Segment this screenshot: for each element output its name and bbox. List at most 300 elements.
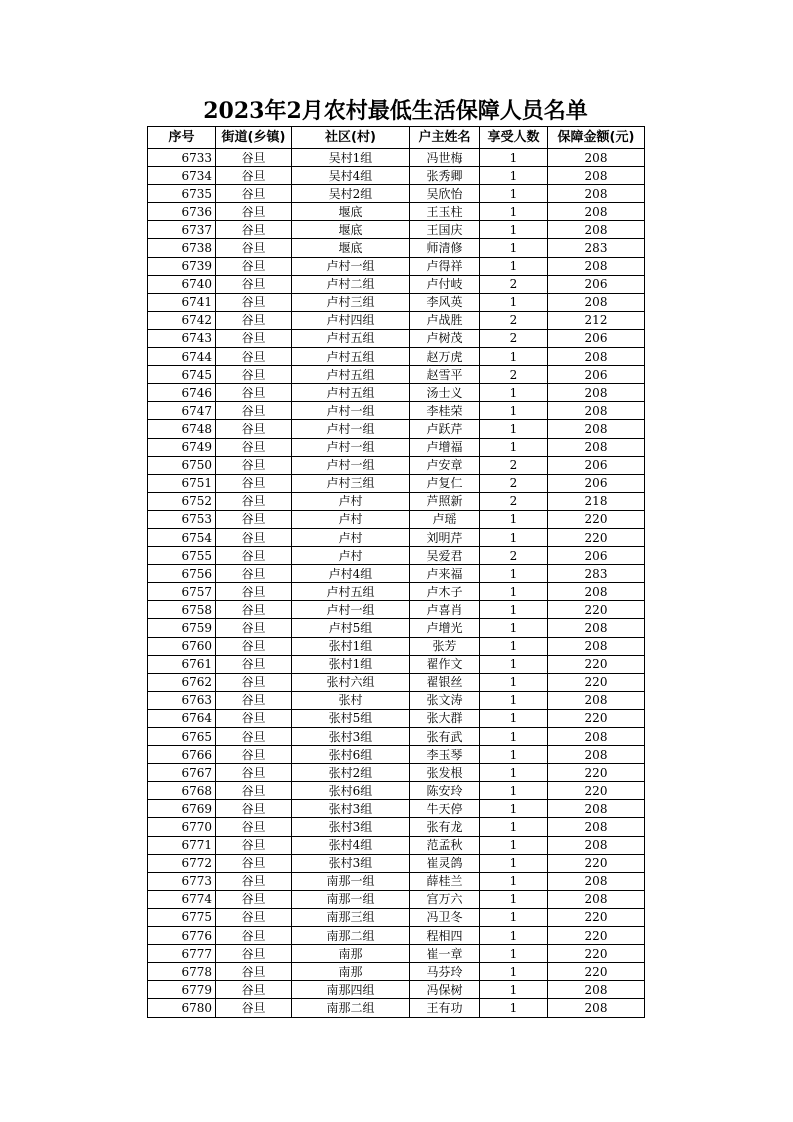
cell-persons: 1 <box>480 583 548 601</box>
page-title: 2023年2月农村最低生活保障人员名单 <box>203 98 588 124</box>
cell-persons: 1 <box>480 728 548 746</box>
cell-amount: 220 <box>548 655 645 673</box>
cell-householder: 卢复仁 <box>410 474 480 492</box>
cell-amount: 208 <box>548 619 645 637</box>
cell-community: 南那二组 <box>292 927 410 945</box>
cell-householder: 吴爱君 <box>410 547 480 565</box>
cell-community: 张村六组 <box>292 673 410 691</box>
cell-householder: 冯卫冬 <box>410 908 480 926</box>
table-row <box>148 565 645 583</box>
cell-seq: 6735 <box>148 185 216 203</box>
table-row <box>148 402 645 420</box>
cell-community: 卢村 <box>292 528 410 546</box>
cell-community: 卢村五组 <box>292 329 410 347</box>
table-row <box>148 149 645 167</box>
cell-householder: 冯保树 <box>410 981 480 999</box>
cell-street: 谷旦 <box>216 565 292 583</box>
cell-street: 谷旦 <box>216 474 292 492</box>
cell-seq: 6759 <box>148 619 216 637</box>
cell-street: 谷旦 <box>216 709 292 727</box>
cell-persons: 1 <box>480 655 548 673</box>
header-amount: 保障金额(元) <box>548 127 645 149</box>
cell-householder: 张秀卿 <box>410 167 480 185</box>
table-row <box>148 329 645 347</box>
table-row <box>148 239 645 257</box>
cell-street: 谷旦 <box>216 945 292 963</box>
cell-seq: 6738 <box>148 239 216 257</box>
table-row <box>148 510 645 528</box>
cell-amount: 206 <box>548 456 645 474</box>
header-street: 街道(乡镇) <box>216 127 292 149</box>
table-row <box>148 257 645 275</box>
cell-persons: 1 <box>480 836 548 854</box>
cell-amount: 208 <box>548 185 645 203</box>
cell-seq: 6746 <box>148 384 216 402</box>
cell-street: 谷旦 <box>216 402 292 420</box>
cell-householder: 卢安章 <box>410 456 480 474</box>
cell-street: 谷旦 <box>216 221 292 239</box>
cell-community: 南那二组 <box>292 999 410 1017</box>
cell-community: 吴村1组 <box>292 149 410 167</box>
cell-persons: 2 <box>480 456 548 474</box>
cell-street: 谷旦 <box>216 257 292 275</box>
cell-persons: 1 <box>480 348 548 366</box>
cell-persons: 1 <box>480 565 548 583</box>
header-seq: 序号 <box>148 127 216 149</box>
table-row <box>148 999 645 1017</box>
cell-amount: 220 <box>548 601 645 619</box>
cell-householder: 师清修 <box>410 239 480 257</box>
cell-seq: 6737 <box>148 221 216 239</box>
cell-community: 卢村五组 <box>292 348 410 366</box>
cell-householder: 卢木子 <box>410 583 480 601</box>
cell-persons: 2 <box>480 366 548 384</box>
cell-seq: 6766 <box>148 746 216 764</box>
cell-amount: 220 <box>548 528 645 546</box>
cell-street: 谷旦 <box>216 890 292 908</box>
cell-seq: 6743 <box>148 329 216 347</box>
cell-amount: 208 <box>548 818 645 836</box>
table-row <box>148 311 645 329</box>
cell-householder: 卢增光 <box>410 619 480 637</box>
cell-street: 谷旦 <box>216 366 292 384</box>
cell-street: 谷旦 <box>216 818 292 836</box>
cell-seq: 6742 <box>148 311 216 329</box>
cell-street: 谷旦 <box>216 275 292 293</box>
cell-community: 张村1组 <box>292 637 410 655</box>
table-row <box>148 185 645 203</box>
cell-seq: 6753 <box>148 510 216 528</box>
cell-amount: 208 <box>548 637 645 655</box>
cell-householder: 陈安玲 <box>410 782 480 800</box>
cell-amount: 220 <box>548 963 645 981</box>
cell-amount: 208 <box>548 872 645 890</box>
cell-community: 卢村五组 <box>292 366 410 384</box>
cell-seq: 6773 <box>148 872 216 890</box>
cell-householder: 张文涛 <box>410 691 480 709</box>
table-row <box>148 528 645 546</box>
cell-householder: 卢树茂 <box>410 329 480 347</box>
cell-community: 堰底 <box>292 239 410 257</box>
cell-householder: 芦照新 <box>410 492 480 510</box>
table-row <box>148 637 645 655</box>
cell-seq: 6757 <box>148 583 216 601</box>
cell-persons: 1 <box>480 420 548 438</box>
cell-street: 谷旦 <box>216 492 292 510</box>
cell-amount: 208 <box>548 999 645 1017</box>
cell-seq: 6758 <box>148 601 216 619</box>
table-row <box>148 890 645 908</box>
cell-householder: 程相四 <box>410 927 480 945</box>
cell-amount: 220 <box>548 673 645 691</box>
cell-seq: 6755 <box>148 547 216 565</box>
cell-householder: 张芳 <box>410 637 480 655</box>
table-row <box>148 872 645 890</box>
cell-community: 卢村4组 <box>292 565 410 583</box>
cell-seq: 6778 <box>148 963 216 981</box>
cell-amount: 208 <box>548 836 645 854</box>
table-row <box>148 492 645 510</box>
cell-amount: 208 <box>548 167 645 185</box>
cell-amount: 208 <box>548 149 645 167</box>
table-row <box>148 963 645 981</box>
cell-street: 谷旦 <box>216 547 292 565</box>
cell-amount: 212 <box>548 311 645 329</box>
cell-street: 谷旦 <box>216 456 292 474</box>
cell-amount: 206 <box>548 474 645 492</box>
cell-householder: 张大群 <box>410 709 480 727</box>
cell-persons: 2 <box>480 492 548 510</box>
table-row <box>148 348 645 366</box>
cell-street: 谷旦 <box>216 239 292 257</box>
cell-householder: 冯世梅 <box>410 149 480 167</box>
table-row <box>148 547 645 565</box>
table-row <box>148 746 645 764</box>
cell-community: 张村5组 <box>292 709 410 727</box>
table-row <box>148 384 645 402</box>
cell-community: 张村6组 <box>292 746 410 764</box>
cell-street: 谷旦 <box>216 149 292 167</box>
cell-seq: 6771 <box>148 836 216 854</box>
cell-amount: 206 <box>548 547 645 565</box>
cell-community: 南那 <box>292 963 410 981</box>
cell-amount: 208 <box>548 981 645 999</box>
cell-amount: 208 <box>548 583 645 601</box>
cell-community: 卢村 <box>292 492 410 510</box>
cell-street: 谷旦 <box>216 420 292 438</box>
cell-persons: 1 <box>480 601 548 619</box>
cell-amount: 220 <box>548 764 645 782</box>
cell-street: 谷旦 <box>216 348 292 366</box>
cell-householder: 李风英 <box>410 293 480 311</box>
cell-community: 吴村4组 <box>292 167 410 185</box>
cell-seq: 6772 <box>148 854 216 872</box>
recipient-table <box>147 126 645 1018</box>
cell-persons: 1 <box>480 510 548 528</box>
cell-householder: 马芬玲 <box>410 963 480 981</box>
cell-persons: 1 <box>480 528 548 546</box>
cell-street: 谷旦 <box>216 655 292 673</box>
cell-community: 张村3组 <box>292 818 410 836</box>
table-row <box>148 818 645 836</box>
cell-householder: 宫万六 <box>410 890 480 908</box>
cell-seq: 6733 <box>148 149 216 167</box>
cell-street: 谷旦 <box>216 293 292 311</box>
cell-householder: 王国庆 <box>410 221 480 239</box>
cell-community: 卢村五组 <box>292 583 410 601</box>
cell-persons: 1 <box>480 854 548 872</box>
cell-street: 谷旦 <box>216 167 292 185</box>
table-row <box>148 221 645 239</box>
cell-persons: 2 <box>480 329 548 347</box>
cell-seq: 6760 <box>148 637 216 655</box>
cell-street: 谷旦 <box>216 510 292 528</box>
cell-seq: 6765 <box>148 728 216 746</box>
cell-seq: 6769 <box>148 800 216 818</box>
cell-street: 谷旦 <box>216 764 292 782</box>
cell-community: 吴村2组 <box>292 185 410 203</box>
cell-householder: 赵雪平 <box>410 366 480 384</box>
cell-persons: 1 <box>480 402 548 420</box>
cell-persons: 1 <box>480 782 548 800</box>
cell-community: 卢村一组 <box>292 420 410 438</box>
cell-householder: 卢付岐 <box>410 275 480 293</box>
cell-community: 卢村三组 <box>292 293 410 311</box>
cell-community: 张村6组 <box>292 782 410 800</box>
table-row <box>148 203 645 221</box>
cell-seq: 6752 <box>148 492 216 510</box>
cell-persons: 1 <box>480 764 548 782</box>
cell-persons: 1 <box>480 890 548 908</box>
cell-persons: 1 <box>480 709 548 727</box>
cell-persons: 1 <box>480 818 548 836</box>
cell-amount: 220 <box>548 854 645 872</box>
cell-persons: 2 <box>480 547 548 565</box>
cell-community: 张村3组 <box>292 854 410 872</box>
cell-amount: 220 <box>548 908 645 926</box>
table-row <box>148 673 645 691</box>
cell-seq: 6767 <box>148 764 216 782</box>
cell-community: 南那一组 <box>292 872 410 890</box>
cell-amount: 220 <box>548 709 645 727</box>
cell-amount: 208 <box>548 691 645 709</box>
cell-community: 张村3组 <box>292 800 410 818</box>
cell-amount: 208 <box>548 348 645 366</box>
cell-householder: 张发根 <box>410 764 480 782</box>
cell-householder: 卢来福 <box>410 565 480 583</box>
cell-community: 卢村 <box>292 510 410 528</box>
cell-persons: 1 <box>480 637 548 655</box>
cell-amount: 208 <box>548 438 645 456</box>
table-row <box>148 619 645 637</box>
table-row <box>148 601 645 619</box>
cell-householder: 吴欣怡 <box>410 185 480 203</box>
cell-street: 谷旦 <box>216 329 292 347</box>
cell-amount: 206 <box>548 366 645 384</box>
cell-persons: 1 <box>480 999 548 1017</box>
table-row <box>148 420 645 438</box>
cell-community: 堰底 <box>292 221 410 239</box>
cell-street: 谷旦 <box>216 746 292 764</box>
table-row <box>148 456 645 474</box>
cell-seq: 6764 <box>148 709 216 727</box>
cell-community: 南那 <box>292 945 410 963</box>
cell-persons: 1 <box>480 167 548 185</box>
cell-seq: 6761 <box>148 655 216 673</box>
cell-householder: 卢喜肖 <box>410 601 480 619</box>
cell-seq: 6734 <box>148 167 216 185</box>
cell-community: 堰底 <box>292 203 410 221</box>
table-row <box>148 782 645 800</box>
cell-amount: 208 <box>548 293 645 311</box>
cell-seq: 6750 <box>148 456 216 474</box>
table-row <box>148 728 645 746</box>
cell-amount: 208 <box>548 728 645 746</box>
cell-amount: 208 <box>548 384 645 402</box>
cell-community: 卢村一组 <box>292 257 410 275</box>
cell-amount: 283 <box>548 565 645 583</box>
table-body <box>148 149 645 1018</box>
cell-persons: 2 <box>480 275 548 293</box>
table-row <box>148 474 645 492</box>
cell-seq: 6756 <box>148 565 216 583</box>
cell-amount: 208 <box>548 257 645 275</box>
header-persons: 享受人数 <box>480 127 548 149</box>
cell-householder: 卢战胜 <box>410 311 480 329</box>
cell-community: 卢村三组 <box>292 474 410 492</box>
cell-amount: 206 <box>548 329 645 347</box>
cell-persons: 1 <box>480 149 548 167</box>
table-row <box>148 438 645 456</box>
cell-street: 谷旦 <box>216 981 292 999</box>
table-row <box>148 981 645 999</box>
table-row <box>148 945 645 963</box>
cell-street: 谷旦 <box>216 185 292 203</box>
cell-persons: 1 <box>480 927 548 945</box>
cell-seq: 6740 <box>148 275 216 293</box>
cell-householder: 卢跃芹 <box>410 420 480 438</box>
cell-householder: 汤士义 <box>410 384 480 402</box>
cell-householder: 薛桂兰 <box>410 872 480 890</box>
table-row <box>148 583 645 601</box>
cell-amount: 208 <box>548 221 645 239</box>
table-row <box>148 691 645 709</box>
cell-amount: 220 <box>548 945 645 963</box>
table-row <box>148 927 645 945</box>
cell-persons: 1 <box>480 963 548 981</box>
cell-persons: 1 <box>480 691 548 709</box>
cell-amount: 206 <box>548 275 645 293</box>
cell-persons: 1 <box>480 239 548 257</box>
table-row <box>148 908 645 926</box>
cell-street: 谷旦 <box>216 800 292 818</box>
cell-persons: 1 <box>480 945 548 963</box>
cell-seq: 6763 <box>148 691 216 709</box>
cell-community: 卢村二组 <box>292 275 410 293</box>
cell-community: 卢村一组 <box>292 601 410 619</box>
cell-street: 谷旦 <box>216 927 292 945</box>
cell-community: 卢村五组 <box>292 384 410 402</box>
cell-street: 谷旦 <box>216 872 292 890</box>
cell-persons: 1 <box>480 908 548 926</box>
cell-community: 卢村 <box>292 547 410 565</box>
cell-amount: 218 <box>548 492 645 510</box>
cell-persons: 1 <box>480 221 548 239</box>
cell-seq: 6748 <box>148 420 216 438</box>
cell-community: 张村4组 <box>292 836 410 854</box>
cell-seq: 6744 <box>148 348 216 366</box>
table-row <box>148 366 645 384</box>
cell-community: 卢村一组 <box>292 438 410 456</box>
cell-community: 卢村一组 <box>292 402 410 420</box>
table-row <box>148 655 645 673</box>
cell-street: 谷旦 <box>216 963 292 981</box>
cell-householder: 王玉柱 <box>410 203 480 221</box>
cell-persons: 1 <box>480 203 548 221</box>
table-row <box>148 709 645 727</box>
cell-street: 谷旦 <box>216 908 292 926</box>
cell-persons: 1 <box>480 746 548 764</box>
cell-seq: 6747 <box>148 402 216 420</box>
cell-persons: 2 <box>480 311 548 329</box>
cell-street: 谷旦 <box>216 782 292 800</box>
cell-street: 谷旦 <box>216 438 292 456</box>
cell-street: 谷旦 <box>216 583 292 601</box>
cell-street: 谷旦 <box>216 836 292 854</box>
cell-seq: 6774 <box>148 890 216 908</box>
cell-seq: 6741 <box>148 293 216 311</box>
cell-seq: 6736 <box>148 203 216 221</box>
cell-street: 谷旦 <box>216 311 292 329</box>
cell-seq: 6754 <box>148 528 216 546</box>
cell-street: 谷旦 <box>216 728 292 746</box>
cell-street: 谷旦 <box>216 691 292 709</box>
cell-persons: 1 <box>480 673 548 691</box>
cell-community: 南那三组 <box>292 908 410 926</box>
cell-street: 谷旦 <box>216 384 292 402</box>
cell-persons: 1 <box>480 981 548 999</box>
cell-community: 南那四组 <box>292 981 410 999</box>
cell-persons: 1 <box>480 872 548 890</box>
cell-amount: 208 <box>548 402 645 420</box>
cell-street: 谷旦 <box>216 203 292 221</box>
cell-persons: 1 <box>480 293 548 311</box>
cell-persons: 1 <box>480 185 548 203</box>
cell-amount: 208 <box>548 746 645 764</box>
cell-seq: 6770 <box>148 818 216 836</box>
cell-amount: 283 <box>548 239 645 257</box>
cell-street: 谷旦 <box>216 999 292 1017</box>
cell-householder: 卢增福 <box>410 438 480 456</box>
header-community: 社区(村) <box>292 127 410 149</box>
table-row <box>148 800 645 818</box>
cell-householder: 崔灵鸽 <box>410 854 480 872</box>
cell-amount: 208 <box>548 800 645 818</box>
cell-amount: 220 <box>548 510 645 528</box>
table-row <box>148 275 645 293</box>
cell-street: 谷旦 <box>216 673 292 691</box>
header-householder: 户主姓名 <box>410 127 480 149</box>
table-row <box>148 167 645 185</box>
cell-seq: 6777 <box>148 945 216 963</box>
cell-persons: 1 <box>480 800 548 818</box>
cell-householder: 牛天停 <box>410 800 480 818</box>
cell-persons: 1 <box>480 438 548 456</box>
cell-seq: 6745 <box>148 366 216 384</box>
cell-seq: 6780 <box>148 999 216 1017</box>
cell-persons: 1 <box>480 619 548 637</box>
cell-seq: 6762 <box>148 673 216 691</box>
